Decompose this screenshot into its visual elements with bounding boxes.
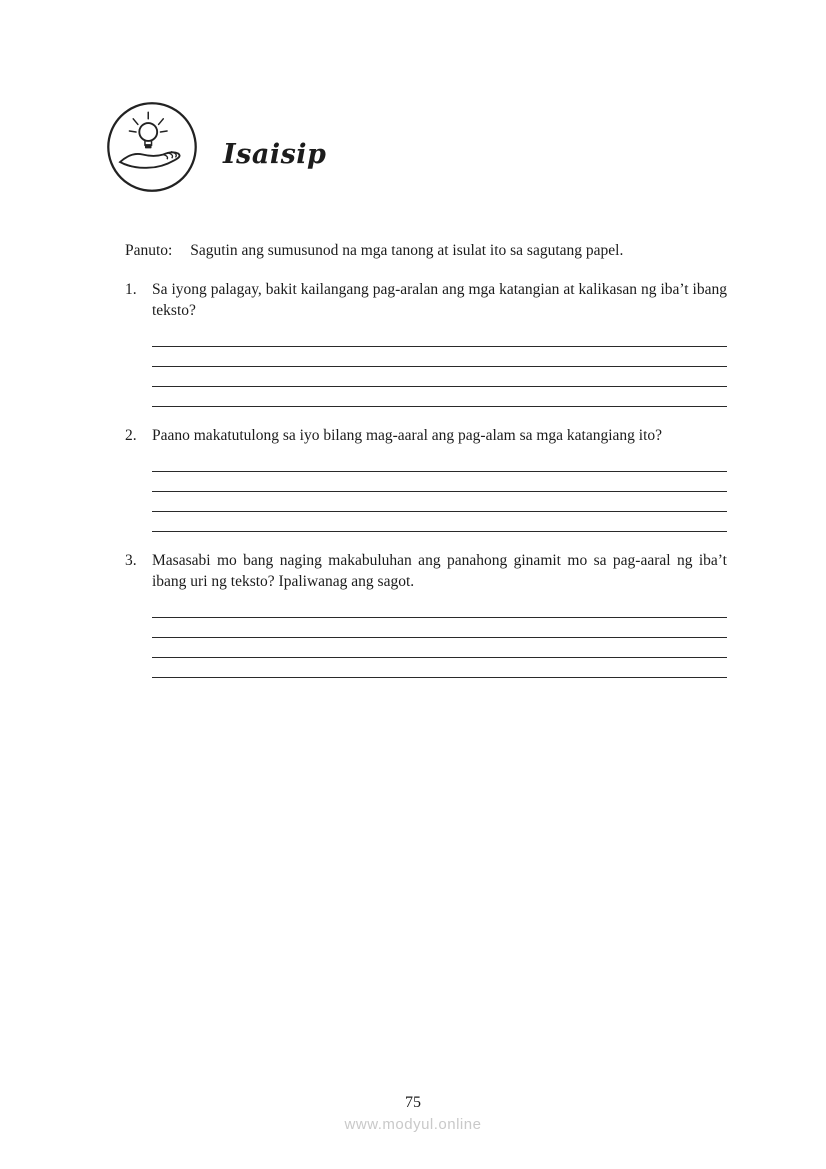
question-2 bbox=[125, 425, 727, 546]
question-3 bbox=[125, 550, 727, 692]
question-2-number: 2. bbox=[125, 427, 137, 445]
question-2-text: Paano makatutulong sa iyo bilang mag-aaral ang pag-alam sa mga katangiang ito? bbox=[152, 427, 663, 445]
instructions-label: Panuto: bbox=[125, 242, 173, 259]
watermark: www.modyul.online bbox=[344, 1116, 482, 1133]
answer-line bbox=[152, 618, 727, 638]
answer-line bbox=[152, 658, 727, 678]
worksheet-content bbox=[125, 240, 727, 696]
question-1-text: Sa iyong palagay, bakit kailangang pag-aralan ang mga katangian at kalikasan ng iba’t ibang teksto? bbox=[152, 281, 727, 320]
section-header bbox=[105, 100, 326, 194]
question-1-number: 1. bbox=[125, 281, 137, 299]
page-title: Isaisip bbox=[223, 138, 327, 170]
answer-line bbox=[152, 367, 727, 387]
answer-line bbox=[152, 327, 727, 347]
answer-line bbox=[152, 638, 727, 658]
question-1 bbox=[125, 279, 727, 421]
question-3-answer-lines bbox=[152, 598, 727, 678]
answer-line bbox=[152, 472, 727, 492]
page-number: 75 bbox=[405, 1094, 421, 1111]
lightbulb-in-hand-icon bbox=[105, 100, 199, 194]
instructions-text: Sagutin ang sumusunod na mga tanong at isulat ito sa sagutang papel. bbox=[190, 242, 624, 259]
question-2-answer-lines bbox=[152, 452, 727, 532]
page-footer bbox=[0, 1094, 826, 1133]
instructions bbox=[125, 240, 727, 261]
answer-line bbox=[152, 347, 727, 367]
question-1-answer-lines bbox=[152, 327, 727, 407]
question-3-number: 3. bbox=[125, 552, 137, 570]
answer-line bbox=[152, 452, 727, 472]
answer-line bbox=[152, 387, 727, 407]
question-3-text: Masasabi mo bang naging makabuluhan ang panahong ginamit mo sa pag-aaral ng iba’t ibang uri ng teksto? Ipaliwanag ang sagot. bbox=[152, 552, 727, 591]
answer-line bbox=[152, 492, 727, 512]
answer-line bbox=[152, 598, 727, 618]
answer-line bbox=[152, 512, 727, 532]
